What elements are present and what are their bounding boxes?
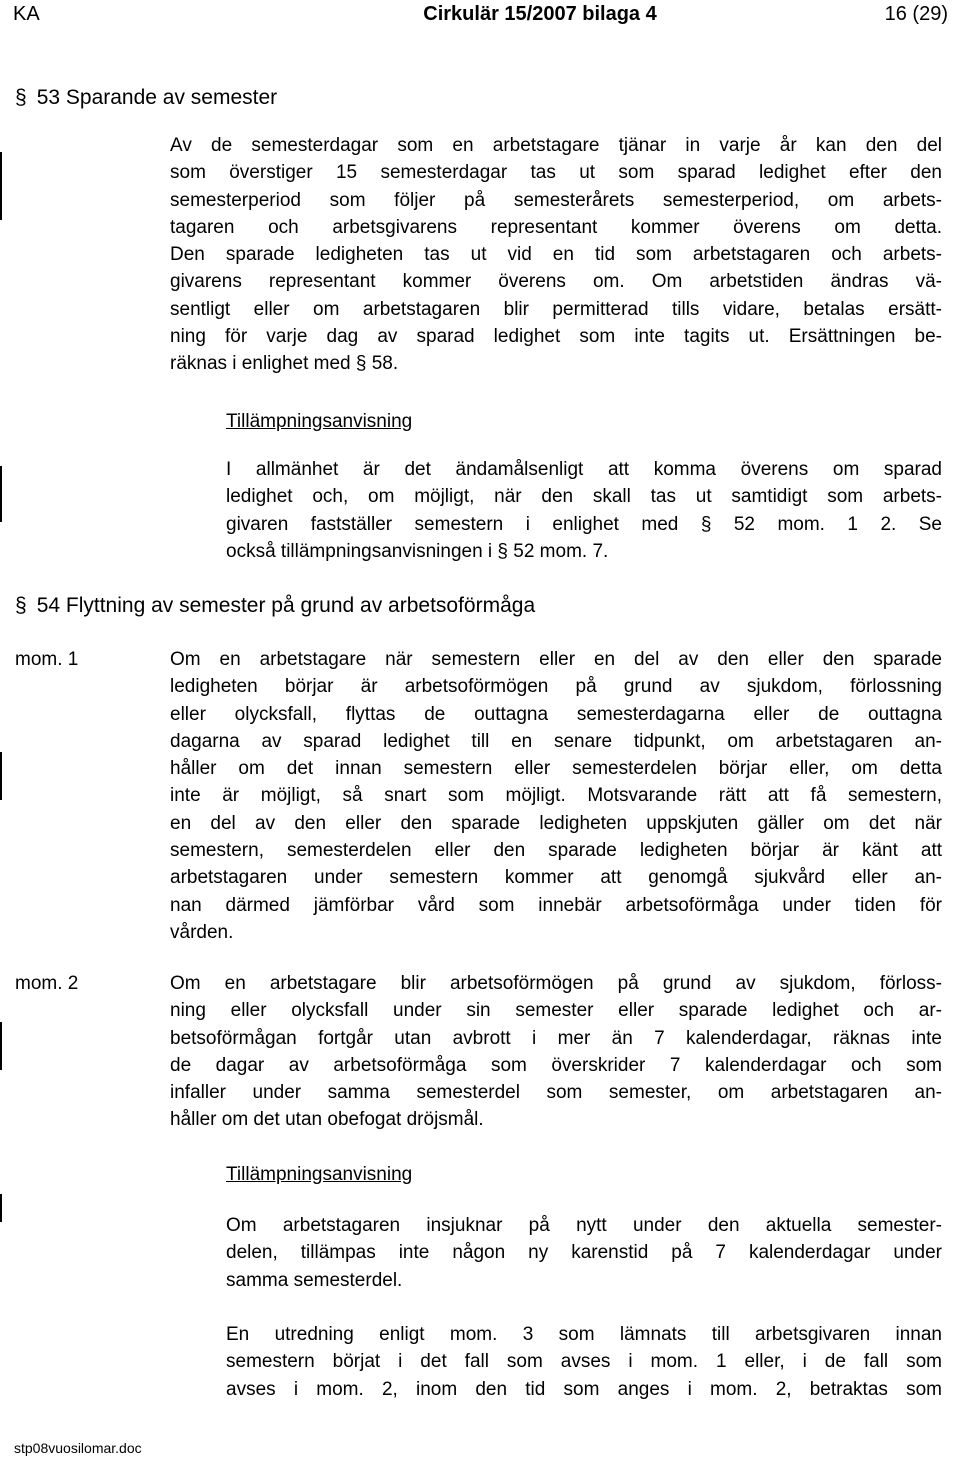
text-line: givaren fastställer semestern i enlighet med § 52 mom. 1 2. Se <box>226 513 942 535</box>
text-line: Om en arbetstagare när semestern eller en del av den eller den sparade <box>170 649 942 670</box>
text-line: Om arbetstagaren insjuknar på nytt under den aktuella semester- <box>226 1215 942 1236</box>
text-line: I allmänhet är det ändamålsenligt att komma överens om sparad <box>226 459 942 480</box>
text-line: Om en arbetstagare blir arbetsoförmögen på grund av sjukdom, förloss- <box>170 973 942 994</box>
section-53-guidance-heading: Tillämpningsanvisning <box>226 411 413 432</box>
text-line: semesterperiod som följer på semesterårets semesterperiod, om arbets- <box>170 189 942 211</box>
text-line: tagaren och arbetsgivarens representant kommer överens om detta. <box>170 216 942 238</box>
text-line: Den sparade ledigheten tas ut vid en tid som arbetstagaren och arbets- <box>170 244 942 266</box>
text-line: semestern, semesterdelen eller den sparade ledigheten börjar är känt att <box>170 840 942 862</box>
text-line: håller om det utan obefogat dröjsmål. <box>170 1109 484 1131</box>
text-line: Av de semesterdagar som en arbetstagare tjänar in varje år kan den del <box>170 135 942 156</box>
change-bar <box>0 752 2 800</box>
text-line: dagarna av sparad ledighet till en senare tidpunkt, om arbetstagaren an- <box>170 730 942 752</box>
section-53-paragraph <box>170 132 942 378</box>
change-bar <box>0 152 2 220</box>
text-line: samma semesterdel. <box>226 1269 403 1291</box>
change-bar <box>0 466 2 522</box>
section-54-guidance-paragraph-2 <box>226 1321 942 1403</box>
header-org: KA <box>13 3 40 25</box>
text-line: givarens representant kommer överens om. Om arbetstiden ändras vä- <box>170 271 942 293</box>
text-line: eller olycksfall, flyttas de outtagna semesterdagarna eller de outtagna <box>170 703 942 725</box>
text-line: infaller under samma semesterdel som semester, om arbetstagaren an- <box>170 1082 942 1104</box>
text-line: ning för varje dag av sparad ledighet som inte tagits ut. Ersättningen be- <box>170 326 942 348</box>
text-line: räknas i enlighet med § 58. <box>170 353 399 375</box>
section-53-guidance <box>226 456 942 565</box>
text-line: inte är möjligt, så snart som möjligt. Motsvarande rätt att få semestern, <box>170 785 942 807</box>
text-line: också tillämpningsanvisningen i § 52 mom. 7. <box>226 540 609 562</box>
section-54-heading <box>15 593 535 619</box>
text-line: ning eller olycksfall under sin semester eller sparade ledighet och ar- <box>170 1000 942 1022</box>
text-line: ledighet och, om möjligt, när den skall tas ut samtidigt som arbets- <box>226 486 942 508</box>
section-symbol: § <box>15 86 27 109</box>
text-line: en del av den eller den sparade ledigheten uppskjuten gäller om det när <box>170 812 942 834</box>
text-line: ledigheten börjar är arbetsoförmögen på grund av sjukdom, förlossning <box>170 676 942 698</box>
mom-1-label: mom. 1 <box>15 649 79 670</box>
text-line: håller om det innan semestern eller semesterdelen börjar eller, om detta <box>170 758 942 780</box>
section-54-guidance-paragraph-1 <box>226 1212 942 1294</box>
text-line: sentligt eller om arbetstagaren blir permitterad tills vidare, betalas ersätt- <box>170 298 942 320</box>
section-53-title: 53 Sparande av semester <box>36 86 278 109</box>
section-symbol: § <box>15 594 27 617</box>
footer-filename: stp08vuosilomar.doc <box>14 1440 142 1456</box>
text-line: delen, tillämpas inte någon ny karenstid på 7 kalenderdagar under <box>226 1242 942 1264</box>
change-bar <box>0 1194 2 1222</box>
text-line: nan därmed jämförbar vård som innebär arbetsoförmåga under tiden för <box>170 894 942 916</box>
text-line: betsoförmågan fortgår utan avbrott i mer än 7 kalenderdagar, räknas inte <box>170 1027 942 1049</box>
text-line: arbetstagaren under semestern kommer att genomgå sjukvård eller an- <box>170 867 942 889</box>
mom-1-paragraph <box>170 646 942 946</box>
text-line: vården. <box>170 921 234 943</box>
text-line: semestern börjat i det fall som avses i mom. 1 eller, i de fall som <box>226 1351 942 1373</box>
text-line: avses i mom. 2, inom den tid som anges i mom. 2, betraktas som <box>226 1378 942 1400</box>
text-line: En utredning enligt mom. 3 som lämnats till arbetsgivaren innan <box>226 1324 942 1345</box>
change-bar <box>0 1022 2 1070</box>
section-53-heading <box>15 85 277 111</box>
mom-2-label: mom. 2 <box>15 973 79 994</box>
header-title: Cirkulär 15/2007 bilaga 4 <box>423 3 657 25</box>
mom-2-paragraph <box>170 970 942 1134</box>
text-line: som överstiger 15 semesterdagar tas ut som sparad ledighet efter den <box>170 162 942 184</box>
section-54-guidance-heading: Tillämpningsanvisning <box>226 1164 413 1185</box>
section-54-title: 54 Flyttning av semester på grund av arbetsoförmåga <box>36 594 536 617</box>
text-line: de dagar av arbetsoförmåga som överskrider 7 kalenderdagar och som <box>170 1054 942 1076</box>
header-page-number: 16 (29) <box>884 3 948 25</box>
